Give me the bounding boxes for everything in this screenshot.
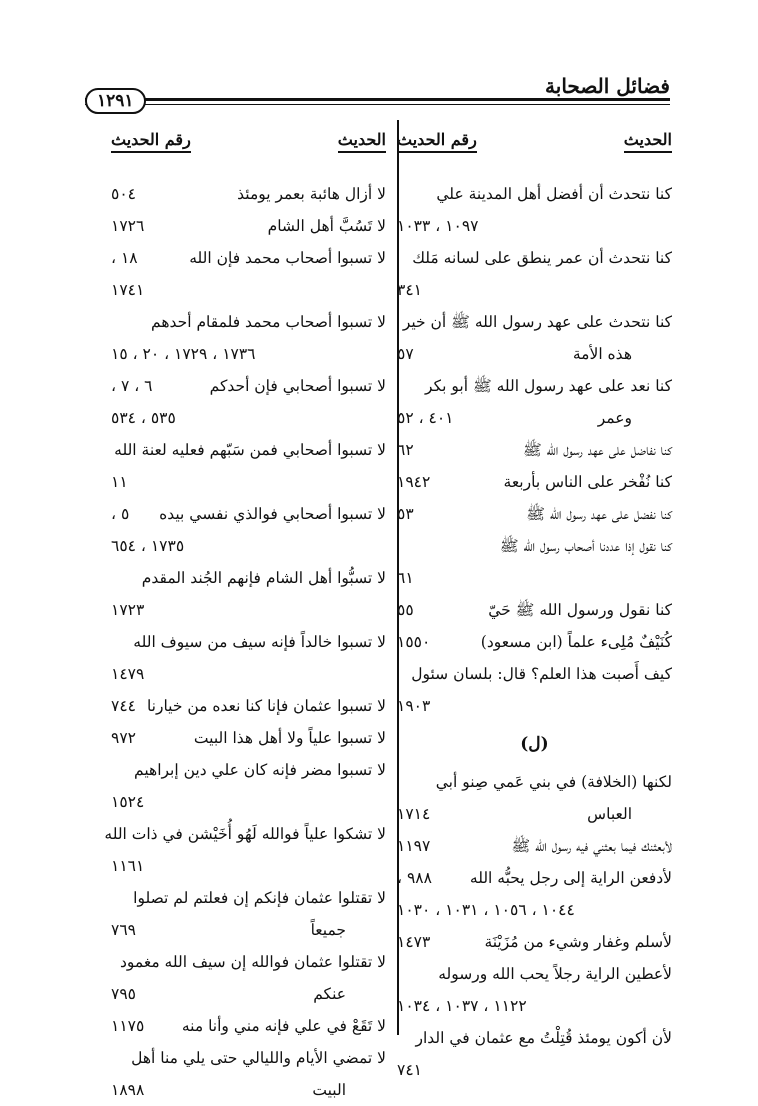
hadith-number: ١١٢٢ ، ١٠٣٧ ، ١٠٣٤	[397, 997, 527, 1015]
hadith-number: ٥٣	[397, 505, 414, 523]
entry-list	[397, 178, 672, 1086]
hadith-number: ٧٤١	[397, 1061, 422, 1079]
header-rule-thin	[85, 104, 670, 105]
hadith-text: لا تسبوا علياً ولا أهل هذا البيت	[193, 729, 386, 747]
hadith-number: ١٨ ،	[111, 249, 138, 267]
hadith-number: ١٤٧٩	[111, 665, 145, 683]
hadith-text: لا تسبوا أصحابي فوالذي نفسي بيده	[159, 505, 386, 523]
index-line	[397, 338, 672, 370]
index-line	[111, 370, 386, 402]
hadith-number: ١٠٩٧ ، ١٠٣٣	[397, 217, 479, 235]
index-line	[111, 466, 386, 498]
index-line	[111, 210, 386, 242]
index-line	[397, 530, 672, 562]
hadith-text: لا أزال هائبة بعمر يومئذ	[237, 185, 386, 203]
index-line	[397, 926, 672, 958]
index-line	[111, 498, 386, 530]
index-line	[111, 562, 386, 594]
hadith-text: لا تقتلوا عثمان فوالله إن سيف الله مغمود	[119, 953, 386, 971]
hadith-number: ٦٢	[397, 441, 414, 459]
hadith-text: لا تسبوا أصحابي فإن أحدكم	[209, 377, 386, 395]
hadith-number: ١٥٢٤	[111, 793, 145, 811]
index-line	[397, 894, 672, 926]
hadith-number: ١٧٣٥ ، ٦٥٤	[111, 537, 185, 555]
hadith-text: كُنَيْفٌ مُلِىء علماً (ابن مسعود)	[480, 633, 672, 651]
page-number: ١٢٩١	[85, 88, 146, 114]
index-line	[397, 498, 672, 530]
hadith-number: ٤٠١ ، ٥٢	[397, 409, 454, 427]
right-column	[397, 118, 672, 1086]
hadith-text: لأن أكون يومئذ قُتِلْتُ مع عثمان في الدار	[415, 1029, 672, 1047]
hadith-number: ٥٥	[397, 601, 414, 619]
book-title: فضائل الصحابة	[545, 74, 670, 98]
hadith-text: لكنها (الخلافة) في بني عَمي صِنو أبي	[435, 773, 672, 791]
hadith-number: ٦ ، ٧ ،	[111, 377, 153, 395]
index-line	[111, 754, 386, 786]
number-header: رقم الحديث	[111, 130, 191, 153]
left-column	[104, 118, 386, 1106]
hadith-number: ٥٣٥ ، ٥٣٤	[111, 409, 176, 427]
index-line	[397, 658, 672, 690]
hadith-number: ١١٦١	[111, 857, 145, 875]
hadith-number: ١٤٧٣	[397, 933, 431, 951]
hadith-text: لا تَسُبَّ أهل الشام	[267, 217, 386, 235]
index-line	[104, 818, 386, 850]
index-line	[111, 402, 386, 434]
hadith-number: ٥ ،	[111, 505, 130, 523]
index-line	[397, 1054, 672, 1086]
index-line	[111, 338, 386, 370]
index-line	[111, 594, 386, 626]
hadith-number: ١١٧٥	[111, 1017, 145, 1035]
hadith-number: ١١٩٧	[397, 837, 431, 855]
index-line	[111, 1010, 386, 1042]
index-line	[111, 722, 386, 754]
hadith-number: ٧٦٩	[111, 921, 136, 939]
index-line	[397, 766, 672, 798]
hadith-number: ٦١	[397, 569, 414, 587]
hadith-number: ٥٧	[397, 345, 414, 363]
hadith-text: لا تمضي الأيام والليالي حتى يلي منا أهل	[131, 1049, 386, 1067]
hadith-text: عنكم	[313, 985, 346, 1003]
index-line	[397, 1022, 672, 1054]
index-line	[111, 882, 386, 914]
hadith-text: كنا نتحدث أن عمر ينطق على لسانه مَلك	[412, 249, 672, 267]
index-line	[397, 594, 672, 626]
index-line	[111, 626, 386, 658]
hadith-header: الحديث	[338, 130, 386, 153]
index-line	[397, 210, 672, 242]
hadith-number: ١٠٤٤ ، ١٠٥٦ ، ١٠٣١ ، ١٠٣٠	[397, 901, 575, 919]
hadith-number: ٩٨٨ ،	[397, 869, 432, 887]
hadith-text: لا تسبوا أصحابي فمن سَبّهم فعليه لعنة الله	[114, 441, 386, 459]
index-line	[397, 690, 672, 722]
hadith-text: البيت	[312, 1081, 346, 1099]
entry-list	[104, 178, 386, 1106]
index-line	[397, 178, 672, 210]
hadith-text: كنا نقول إذا عددنا أصحاب رسول الله ﷺ	[499, 537, 672, 555]
index-line	[397, 370, 672, 402]
index-line	[111, 1074, 386, 1106]
hadith-text: كنا نُفْخر على الناس بأربعة	[503, 473, 672, 491]
hadith-text: لأسلم وغفار وشيء من مُزَيْنَة	[484, 933, 672, 951]
hadith-text: كنا نتحدث أن أفضل أهل المدينة علي	[436, 185, 672, 203]
hadith-text: لأدفعن الراية إلى رجل يحبُّه الله	[469, 869, 672, 887]
hadith-text: كنا نعد على عهد رسول الله ﷺ أبو بكر	[425, 377, 672, 395]
index-line	[397, 466, 672, 498]
hadith-text: كنا نقول ورسول الله ﷺ حَيّ	[488, 601, 672, 619]
index-line	[111, 530, 386, 562]
hadith-text: كنا نفاضل على عهد رسول الله ﷺ	[523, 441, 672, 459]
index-line	[397, 862, 672, 894]
index-line	[111, 786, 386, 818]
section-letter: (ل)	[520, 734, 549, 754]
hadith-text: لا تسبوا أصحاب محمد فلمقام أحدهم	[151, 313, 386, 331]
index-line	[111, 978, 386, 1010]
index-line	[397, 242, 672, 274]
index-line	[111, 850, 386, 882]
index-line	[397, 990, 672, 1022]
hadith-text: لا تسبوا عثمان فإنا كنا نعده من خيارنا	[146, 697, 386, 715]
index-line	[397, 306, 672, 338]
hadith-text: كيف أَصبت هذا العلم؟ قال: بلسان سئول	[411, 665, 672, 683]
index-line	[111, 1042, 386, 1074]
index-line	[111, 274, 386, 306]
header-rule	[85, 98, 670, 101]
index-line	[111, 914, 386, 946]
index-line	[397, 626, 672, 658]
index-line	[111, 306, 386, 338]
hadith-text: كنا نتحدث على عهد رسول الله ﷺ أن خير	[402, 313, 672, 331]
page-header	[85, 74, 670, 114]
hadith-number: ٩٧٢	[111, 729, 136, 747]
hadith-number: ١٧٢٦	[111, 217, 145, 235]
index-line	[397, 958, 672, 990]
hadith-text: لا تسبوا خالداً فإنه سيف من سيوف الله	[133, 633, 386, 651]
hadith-text: جميعاً	[310, 921, 346, 939]
hadith-text: لا تسبوا مضر فإنه كان علي دين إبراهيم	[134, 761, 386, 779]
hadith-text: هذه الأمة	[572, 345, 632, 363]
column-header	[111, 118, 386, 178]
hadith-number: ١٧٣٦ ، ١٧٢٩ ، ٢٠ ، ١٥	[111, 345, 256, 363]
index-line	[397, 562, 672, 594]
index-line	[111, 690, 386, 722]
hadith-number: ١٩٤٢	[397, 473, 431, 491]
hadith-text: لأعطين الراية رجلاً يحب الله ورسوله	[438, 965, 672, 983]
hadith-text: لا تقتلوا عثمان فإنكم إن فعلتم لم تصلوا	[133, 889, 386, 907]
hadith-text: لا تسبُّوا أهل الشام فإنهم الجُند المقدم	[141, 569, 386, 587]
hadith-number: ١٩٠٣	[397, 697, 431, 715]
index-line	[111, 178, 386, 210]
column-header	[397, 118, 672, 178]
index-line	[397, 402, 672, 434]
hadith-number: ١٥٥٠	[397, 633, 431, 651]
hadith-text: لا تشكوا علياً فوالله لَهُو أُخَيْشن في ذات الله	[104, 825, 386, 843]
hadith-number: ٥٠٤	[111, 185, 136, 203]
hadith-number: ١٧٤١	[111, 281, 145, 299]
hadith-text: العباس	[587, 805, 632, 823]
index-line	[397, 798, 672, 830]
hadith-text: كنا نفضل على عهد رسول الله ﷺ	[526, 505, 672, 523]
hadith-header: الحديث	[624, 130, 672, 153]
index-line	[111, 946, 386, 978]
hadith-number: ١٧٢٣	[111, 601, 145, 619]
index-line	[397, 434, 672, 466]
hadith-number: ٧٤٤	[111, 697, 136, 715]
index-line	[111, 434, 386, 466]
index-line	[111, 242, 386, 274]
index-line	[397, 274, 672, 306]
index-line	[111, 658, 386, 690]
hadith-number: ١١	[111, 473, 128, 491]
hadith-text: لا تَقَعْ في علي فإنه مني وأنا منه	[181, 1017, 386, 1035]
hadith-text: وعمر	[597, 409, 632, 427]
hadith-number: ١٧١٤	[397, 805, 431, 823]
number-header: رقم الحديث	[397, 130, 477, 153]
hadith-text: لأبعثنك فيما بعثني فيه رسول الله ﷺ	[511, 837, 672, 855]
hadith-text: لا تسبوا أصحاب محمد فإن الله	[189, 249, 386, 267]
index-line	[397, 830, 672, 862]
hadith-number: ٧٩٥	[111, 985, 136, 1003]
hadith-number: ٣٤١	[397, 281, 422, 299]
hadith-number: ١٨٩٨	[111, 1081, 145, 1099]
